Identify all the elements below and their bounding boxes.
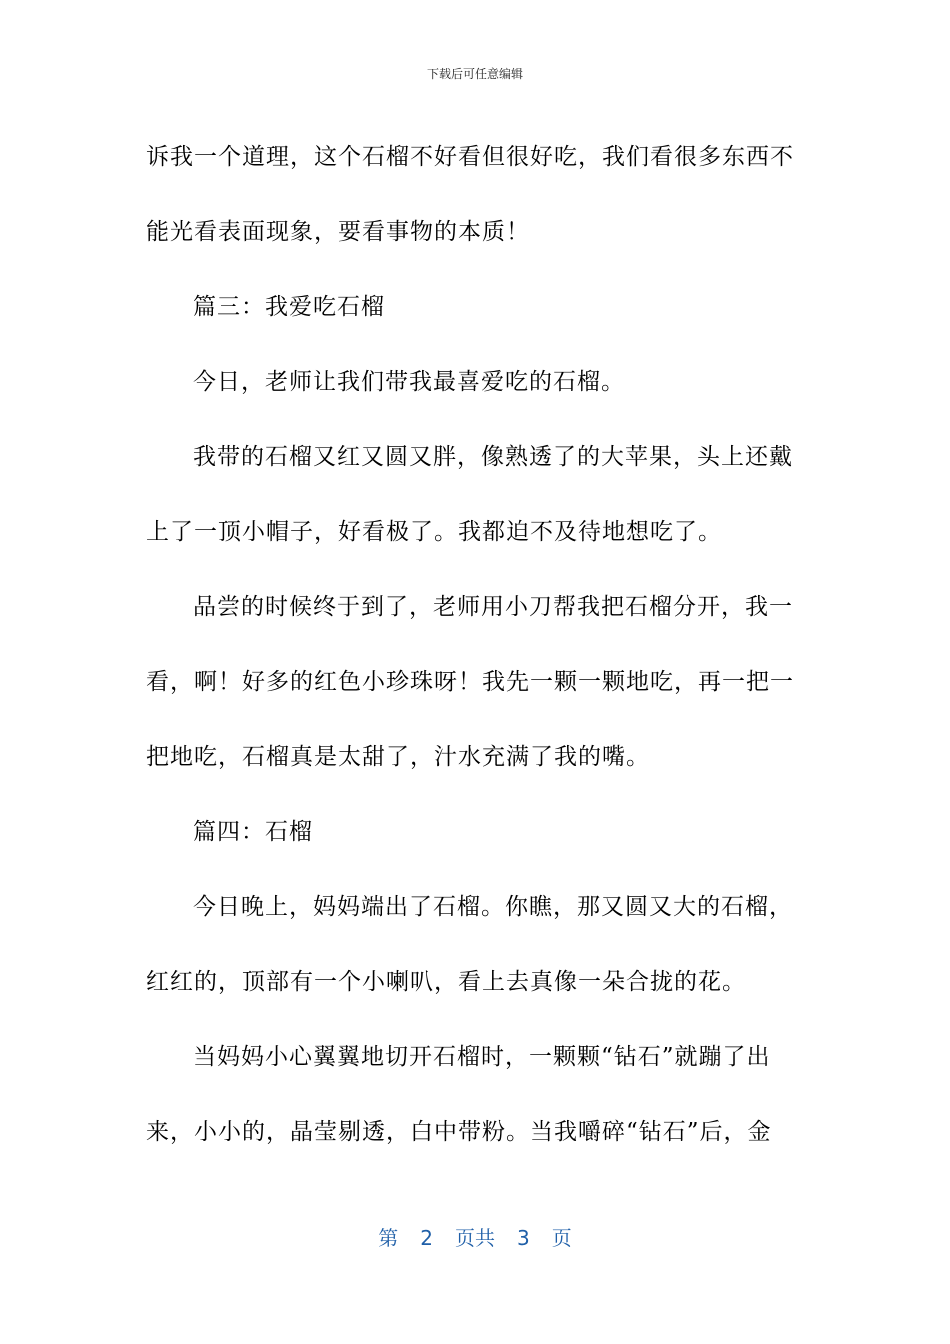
text-line: 今日晚上，妈妈端出了石榴。你瞧，那又圆又大的石榴， xyxy=(193,894,793,920)
text-line: 当妈妈小心翼翼地切开石榴时，一颗颗“钻石”就蹦了出 xyxy=(193,1044,771,1070)
document-body xyxy=(146,120,806,1170)
current-page-number: 2 xyxy=(420,1226,433,1250)
text-line: 品尝的时候终于到了，老师用小刀帮我把石榴分开，我一 xyxy=(193,594,793,620)
text-line: 诉我一个道理，这个石榴不好看但很好吃，我们看很多东西不 xyxy=(146,144,794,170)
text-line: 上了一顶小帽子，好看极了。我都迫不及待地想吃了。 xyxy=(146,519,722,545)
page-suffix: 页 xyxy=(551,1226,572,1250)
total-pages-number: 3 xyxy=(517,1226,530,1250)
text-line: 把地吃，石榴真是太甜了，汁水充满了我的嘴。 xyxy=(146,744,650,770)
section-heading: 篇四：石榴 xyxy=(193,819,313,845)
text-line: 今日，老师让我们带我最喜爱吃的石榴。 xyxy=(193,369,625,395)
text-line: 红红的，顶部有一个小喇叭，看上去真像一朵合拢的花。 xyxy=(146,969,746,995)
text-line: 看，啊！好多的红色小珍珠呀！我先一颗一颗地吃，再一把一 xyxy=(146,669,794,695)
page-number-footer xyxy=(0,1224,950,1252)
section-heading: 篇三：我爱吃石榴 xyxy=(193,294,385,320)
text-line: 我带的石榴又红又圆又胖，像熟透了的大苹果，头上还戴 xyxy=(193,444,793,470)
text-line: 能光看表面现象，要看事物的本质！ xyxy=(146,219,530,245)
text-line: 来，小小的，晶莹剔透，白中带粉。当我嚼碎“钻石”后，金 xyxy=(146,1119,772,1145)
page-middle: 页共 xyxy=(455,1226,495,1250)
page-prefix: 第 xyxy=(378,1226,399,1250)
page-header: 下载后可任意编辑 xyxy=(426,67,523,81)
